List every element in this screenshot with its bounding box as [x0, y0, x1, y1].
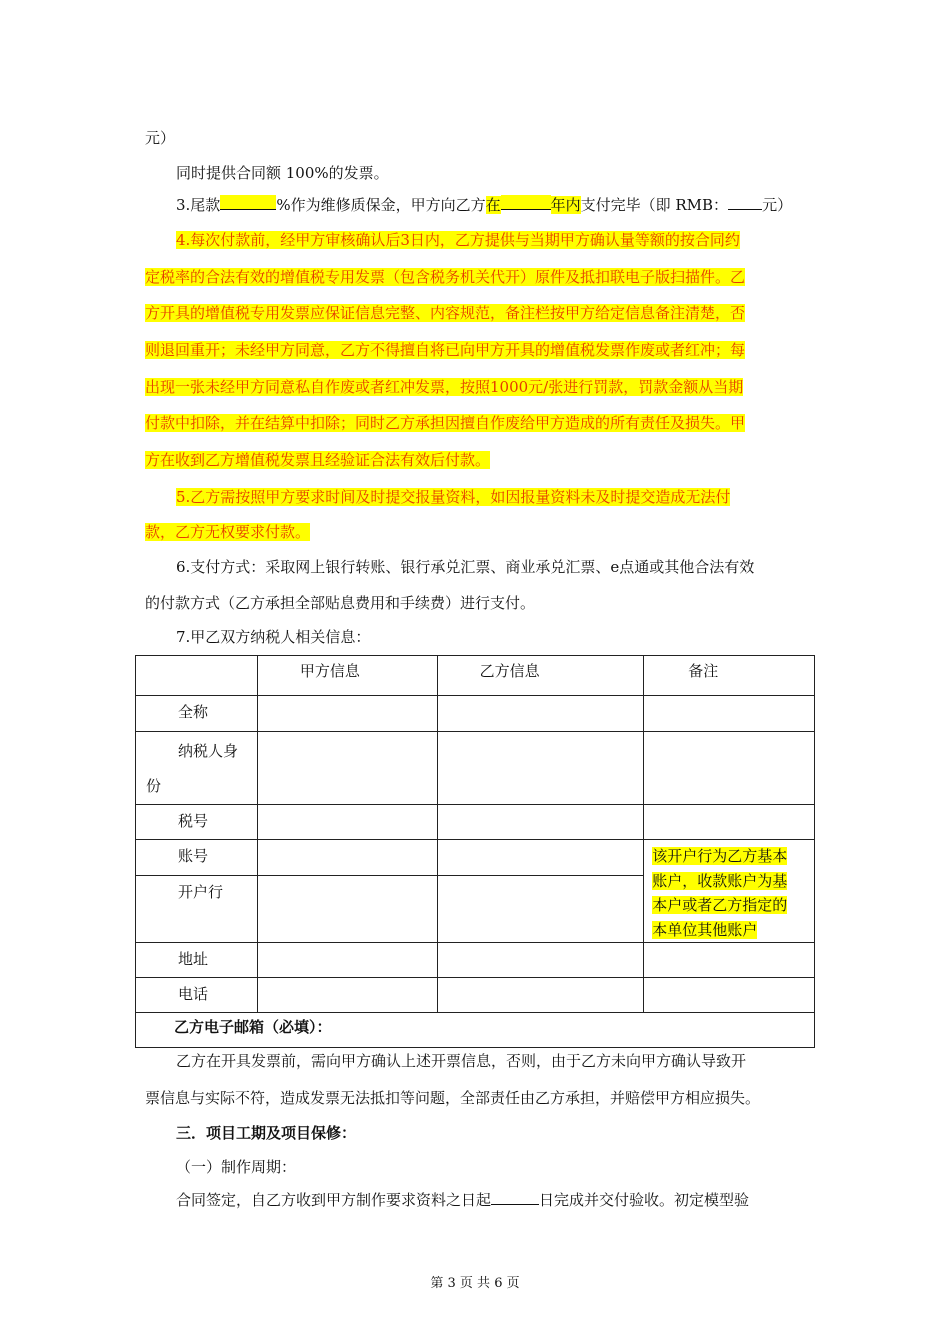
- document-page: 元） 同时提供合同额 100%的发票。 3.尾款 %作为维修质保金，甲方向乙方在 年内支付完毕（即 RMB： 元） 4.每次付款前，经甲方审核确认后3日内，乙方提供与当期甲方确认量等额的按合同约 定税率的合法有效的增值税专用发票（包含税务机关代开）原件及抵扣联电子版扫描件。乙 方开具的增值税专用发票应保证信息完整、内容规范，备注栏按甲方给定信息备注清楚，否 则退回重开；未经甲方同意，乙方不得擅自将已向甲方开具的增值税发票作废或者红冲；每 出现一张未经甲方同意私自作废或者红冲发票，按照1000元/张进行罚款，罚款金额从当期 付款中扣除，并在结算中扣除；同时乙方承担因擅自作废给甲方造成的所有责任及损失。甲 方在收到乙方增值税发票且经验证合法有效后付款。 5.乙方需按照甲方要求时间及时提交报量资料，如因报量资料未及时提交造成无法付 款，乙方无权要求付款。 6.支付方式：采取网上银行转账、银行承兑汇票、商业承兑汇票、e点通或其他合法有效 的付款方式（乙方承担全部贴息费用和手续费）进行支付。 7.甲乙双方纳税人相关信息： 甲方信息 乙方信息 备注 全称 纳税人身 份 税号 账号 该开户行为乙方基本 账户，收款账户为基 本户或者乙方指定的 本单位其他账户 开户行 地址 电话 乙方电子邮箱（必填）： 乙方在开具发票前，需向甲方确认上述开票信息，否则，由于乙方未向甲方确认导致开 票信息与实际不符，造成发票无法抵扣等问题，全部责任由乙方承担，并赔偿甲方相应损失。 三．项目工期及项目保修： （一）制作周期： 合同签定，自乙方收到甲方制作要求资料之日起 日完成并交付验收。初定模型验 第 3 页 共 6 页: [0, 0, 950, 1344]
- table-row: [136, 978, 815, 1013]
- text-line: 乙方在开具发票前，需向甲方确认上述开票信息，否则，由于乙方未向甲方确认导致开: [176, 1052, 747, 1070]
- text-line: 的付款方式（乙方承担全部贴息费用和手续费）进行支付。: [145, 594, 536, 612]
- column-header: 备注: [688, 662, 719, 680]
- retention-clause: 3.尾款 %作为维修质保金，甲方向乙方在 年内支付完毕（即 RMB： 元）: [176, 196, 793, 214]
- text-line: 元）: [145, 129, 176, 147]
- row-label: 开户行: [178, 883, 224, 902]
- text-line: 合同签定，自乙方收到甲方制作要求资料之日起 日完成并交付验收。初定模型验: [176, 1191, 750, 1209]
- blank-field: [220, 195, 276, 210]
- row-label: 税号: [178, 812, 209, 830]
- bank-note-cell: 该开户行为乙方基本 账户，收款账户为基 本户或者乙方指定的 本单位其他账户: [644, 840, 815, 943]
- table-row: [136, 840, 815, 876]
- blank-field: [501, 195, 551, 210]
- column-header: 甲方信息: [299, 662, 360, 680]
- row-label: 地址: [178, 950, 209, 968]
- subsection-heading: （一）制作周期：: [176, 1158, 297, 1176]
- text-line: 7.甲乙双方纳税人相关信息：: [176, 628, 371, 646]
- blank-field: [491, 1190, 539, 1205]
- table-row: [136, 1013, 815, 1048]
- row-label: 纳税人身 份: [146, 742, 239, 795]
- table-row: [136, 696, 815, 732]
- text-line: 票信息与实际不符，造成发票无法抵扣等问题，全部责任由乙方承担，并赔偿甲方相应损失。: [145, 1089, 761, 1107]
- page-footer: 第 3 页 共 6 页: [430, 1276, 520, 1291]
- blank-field: [728, 195, 762, 210]
- table-row: [136, 943, 815, 978]
- table-header-row: [136, 656, 815, 696]
- row-label: 全称: [178, 703, 209, 721]
- column-header: 乙方信息: [479, 662, 540, 680]
- section-heading: 三．项目工期及项目保修：: [176, 1124, 357, 1142]
- taxpayer-table: [135, 655, 815, 1048]
- table-row: [136, 805, 815, 840]
- text-line: 6.支付方式：采取网上银行转账、银行承兑汇票、商业承兑汇票、e点通或其他合法有效: [176, 558, 755, 576]
- text-line: 同时提供合同额 100%的发票。: [176, 164, 389, 182]
- email-label: 乙方电子邮箱（必填）：: [174, 1018, 332, 1036]
- row-label: 账号: [178, 847, 209, 865]
- row-label: 电话: [178, 985, 209, 1003]
- table-row: [136, 732, 815, 805]
